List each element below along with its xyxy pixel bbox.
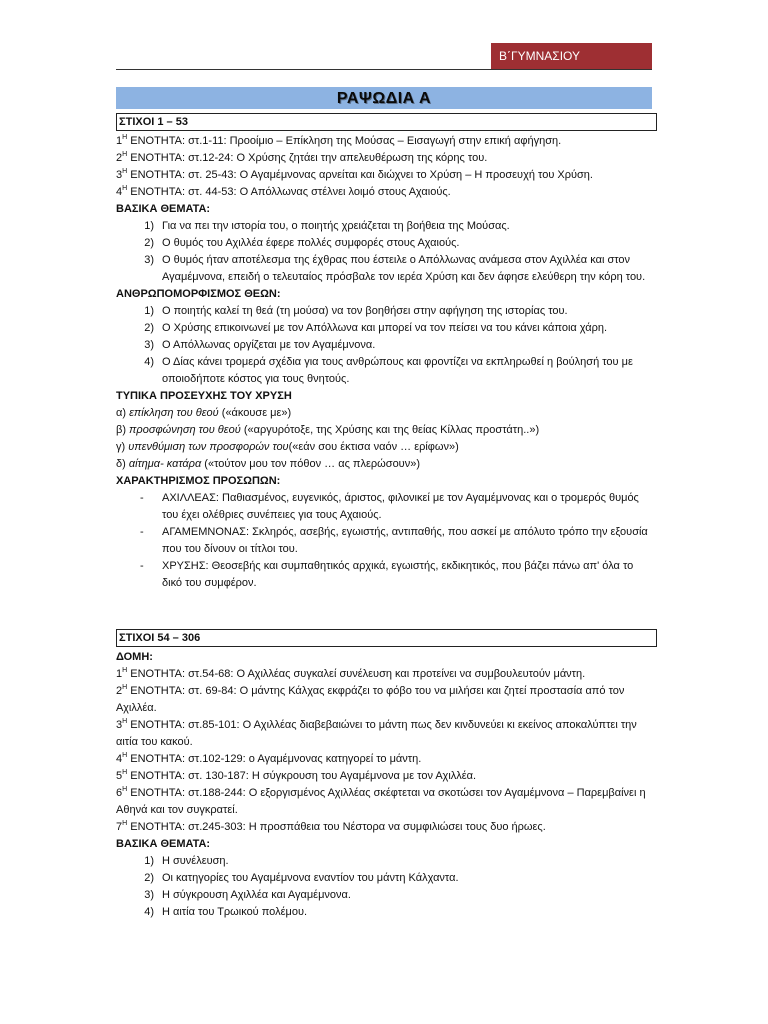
prayer-line: β) προσφώνηση του θεού («αργυρότοξε, της Χρύσης και της θείας Κίλλας προστάτη..») <box>116 424 540 436</box>
unit-line: $5^H$ ΕΝΟΤΗΤΑ: στ. 130-187: Η σύγκρουση του Αγαμέμνονα με τον Αχιλλέα. <box>116 769 477 782</box>
prayer-line: γ) υπενθύμιση των προσφορών του(«εάν σου έκτισα ναόν … ερίφων») <box>116 441 459 453</box>
unit-line: $6^H$ ΕΝΟΤΗΤΑ: στ.188-244: Ο εξοργισμένος Αχιλλέας σκέφτεται να σκοτώσει τον Αγαμέμνονα – Παρεμβαίνει η Αθηνά και τον συγκρατεί. <box>116 786 646 816</box>
section-heading-1: ΣΤΙΧΟΙ 1 – 53 <box>116 113 657 131</box>
list-item: 2) Ο Χρύσης επικοινωνεί με τον Απόλλωνα και μπορεί να τον πείσει να του κάνει κάποια χάρη. <box>144 322 608 334</box>
structure-heading: ΔΟΜΗ: <box>116 651 153 663</box>
themes-heading: ΒΑΣΙΚΑ ΘΕΜΑΤΑ: <box>116 203 211 215</box>
section-heading-2: ΣΤΙΧΟΙ 54 – 306 <box>116 629 657 647</box>
list-item: 4) Ο Δίας κάνει τρομερά σχέδια για τους ανθρώπους και φροντίζει να εκπληρωθεί η βούλησή του με οποιοδήποτε κόστος για τους θνητούς. <box>144 356 633 385</box>
anthropomorphism-heading: ΑΝΘΡΩΠΟΜΟΡΦΙΣΜΟΣ ΘΕΩΝ: <box>116 288 281 300</box>
themes-heading: ΒΑΣΙΚΑ ΘΕΜΑΤΑ: <box>116 838 211 850</box>
unit-line: $7^H$ ΕΝΟΤΗΤΑ: στ.245-303: Η προσπάθεια του Νέστορα να συμφιλιώσει τους δυο ήρωες. <box>116 820 546 833</box>
unit-line: $2^H$ ΕΝΟΤΗΤΑ: στ. 69-84: Ο μάντης Κάλχας εκφράζει το φόβο του να μιλήσει και ζητεί προστασία από τον Αχιλλέα. <box>116 684 625 714</box>
list-item: 1) Για να πει την ιστορία του, ο ποιητής χρειάζεται τη βοήθεια της Μούσας. <box>144 220 510 232</box>
document-title: ΡΑΨΩΔΙΑ Α <box>116 87 652 109</box>
unit-line: $1^H$ ΕΝΟΤΗΤΑ: στ.54-68: Ο Αχιλλέας συγκαλεί συνέλευση και προτείνει να συμβουλευτούν μάντη. <box>116 667 586 680</box>
prayer-line: α) επίκληση του θεού («άκουσε με») <box>116 407 292 419</box>
grade-label: Β΄ΓΥΜΝΑΣΙΟΥ <box>491 43 652 70</box>
list-item: 3) Η σύγκρουση Αχιλλέα και Αγαμέμνονα. <box>144 889 351 901</box>
list-item: - ΑΧΙΛΛΕΑΣ: Παθιασμένος, ευγενικός, άριστος, φιλονικεί με τον Αγαμέμνονας και ο τρομερός θυμός του έχει ολέθριες συνέπειες για τους Αχαιούς. <box>140 492 639 521</box>
list-item: - ΑΓΑΜΕΜΝΟΝΑΣ: Σκληρός, ασεβής, εγωιστής, αντιπαθής, που ασκεί με απόλυτο τρόπο την εξουσία που του δίνουν οι τίτλοι του. <box>140 526 648 555</box>
unit-line: $4^H$ ΕΝΟΤΗΤΑ: στ. 44-53: Ο Απόλλωνας στέλνει λοιμό στους Αχαιούς. <box>116 185 451 198</box>
list-item: 2) Ο θυμός του Αχιλλέα έφερε πολλές συμφορές στους Αχαιούς. <box>144 237 460 249</box>
list-item: 3) Ο Απόλλωνας οργίζεται με τον Αγαμέμνονα. <box>144 339 376 351</box>
section-2-content <box>116 649 656 921</box>
unit-line: $2^H$ ΕΝΟΤΗΤΑ: στ.12-24: Ο Χρύσης ζητάει την απελευθέρωση της κόρης του. <box>116 151 488 164</box>
prayer-line: δ) αίτημα- κατάρα («τούτον μου τον πόθον … ας πλερώσουν») <box>116 458 420 470</box>
prayer-heading: ΤΥΠΙΚΑ ΠΡΟΣΕΥΧΗΣ ΤΟΥ ΧΡΥΣΗ <box>116 390 292 402</box>
unit-line: $3^H$ ΕΝΟΤΗΤΑ: στ. 25-43: Ο Αγαμέμνονας αρνείται και διώχνει το Χρύση – Η προσευχή του Χρύση. <box>116 168 593 181</box>
characters-heading: ΧΑΡΑΚΤΗΡΙΣΜΟΣ ΠΡΟΣΩΠΩΝ: <box>116 475 281 487</box>
list-item: 2) Οι κατηγορίες του Αγαμέμνονα εναντίον του μάντη Κάλχαντα. <box>144 872 459 884</box>
list-item: - ΧΡΥΣΗΣ: Θεοσεβής και συμπαθητικός αρχικά, εγωιστής, εκδικητικός, που βάζει πάνω απ' όλα το δικό του συμφέρον. <box>140 560 634 589</box>
unit-line: $4^H$ ΕΝΟΤΗΤΑ: στ.102-129: ο Αγαμέμνονας κατηγορεί το μάντη. <box>116 752 422 765</box>
list-item: 1) Η συνέλευση. <box>144 855 229 867</box>
section-1-content <box>116 133 656 592</box>
unit-line: $1^H$ ΕΝΟΤΗΤΑ: στ.1-11: Προοίμιο – Επίκληση της Μούσας – Εισαγωγή στην επική αφήγηση. <box>116 134 562 147</box>
list-item: 1) Ο ποιητής καλεί τη θεά (τη μούσα) να τον βοηθήσει στην αφήγηση της ιστορίας του. <box>144 305 568 317</box>
header-rule <box>116 69 652 70</box>
list-item: 4) Η αιτία του Τρωικού πολέμου. <box>144 906 308 918</box>
list-item: 3) Ο θυμός ήταν αποτέλεσμα της έχθρας που έστειλε ο Απόλλωνας ανάμεσα στον Αχιλλέα και στον Αγαμέμνονα, επειδή ο τελευταίος πρόσβαλε τον ιερέα Χρύση και δεν άφησε ελεύθερη την κόρη του. <box>144 254 646 283</box>
unit-line: $3^H$ ΕΝΟΤΗΤΑ: στ.85-101: Ο Αχιλλέας διαβεβαιώνει το μάντη πως δεν κινδυνεύει κι εκείνος αποκαλύπτει την αιτία του κακού. <box>116 718 637 748</box>
